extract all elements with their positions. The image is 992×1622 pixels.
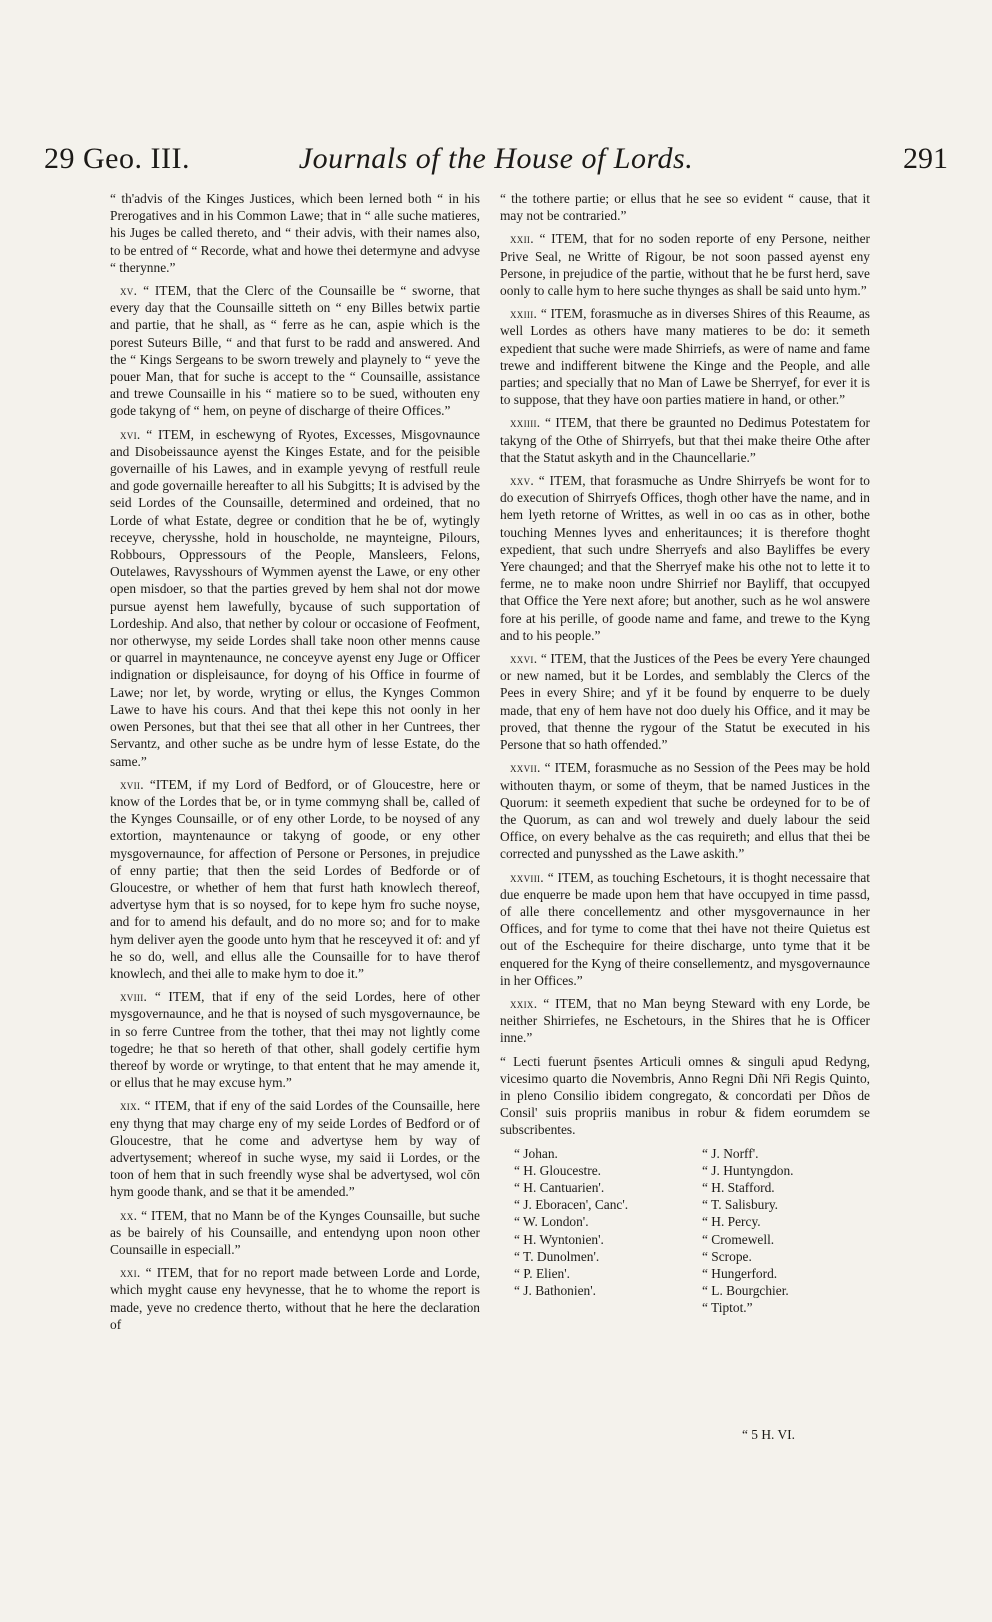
signatory: “ J. Bathonien'. xyxy=(514,1283,596,1299)
signatory: “ Scrope. xyxy=(702,1248,752,1264)
article-number: xxv. xyxy=(510,473,535,489)
page-number: 291 xyxy=(903,142,948,175)
article-number: xxix. xyxy=(510,995,538,1011)
article-number: xvi. xyxy=(120,426,141,442)
article-number: xxi. xyxy=(120,1265,141,1281)
article-paragraph xyxy=(500,190,870,224)
signatory: “ H. Cantuarien'. xyxy=(514,1179,605,1195)
article-paragraph xyxy=(500,305,870,408)
article-text: “ITEM, if my Lord of Bedford, or of Gloucestre, here or know of the Lordes that be, or in tyme commyng shall be, called of the Kynges Counsaille, or of eny other Lorde, to be noysed of any extortion, mayntenaunce or takyng of goode, or eny other mysgovernaunce, for affection of Persone or Persones, in prejudice of enny partie; that then the seid Lordes of Bedforde or of Gloucestre, or whether of hem that furst hath knowlech thereof, advertyse hym that is so noysed, for to kepe hym fro suche noyse, and for to amend his default, and do no more so; and for to make hym deliver ayen the goode unto hym that he resceyved it of: and yf he so do, well, and ellus alle the Counsaille for to have therof knowlech, and thei alle to make hym to doe it.” xyxy=(110,776,480,981)
article-text: “ ITEM, that the Clerc of the Counsaille be “ sworne, that every day that the Counsaille sitteth on “ eny Billes betwix partie and partie, that he shall, as “ ferre as he can, aspie which is the porest Suteurs Bille, “ and that furst to be radd and answered. And the “ Kings Sergeans to be sworn trewely and playnely to “ yeve the pouer Man, that for suche is accept to the “ Counsaille, assistance and trewe Counsaille in his “ matiere so to be sued, withouten eny gode takyng of “ hem, on peyne of discharge of theire Offices.” xyxy=(110,283,480,419)
signatory: “ J. Huntyngdon. xyxy=(702,1162,794,1178)
article-number: xx. xyxy=(120,1207,138,1223)
article-paragraph xyxy=(500,650,870,753)
signatory: “ T. Dunolmen'. xyxy=(514,1248,600,1264)
article-text: “ ITEM, that no Man beyng Steward with eny Lorde, be neither Shirriefes, ne Eschetours, in the Shires that he is Officer inne.” xyxy=(500,995,870,1046)
article-paragraph xyxy=(500,869,870,989)
article-text: “ ITEM, that no Mann be of the Kynges Counsaille, but suche as be bairely of his Counsaille, and entendyng upon noon other Counsaille in especiall.” xyxy=(110,1207,480,1257)
article-paragraph xyxy=(110,190,480,276)
article-paragraph xyxy=(500,230,870,299)
article-number: xviii. xyxy=(120,989,148,1005)
article-paragraph xyxy=(500,414,870,466)
article-paragraph xyxy=(500,472,870,644)
signatory: “ H. Stafford. xyxy=(702,1179,775,1195)
signatory: “ T. Salisbury. xyxy=(702,1197,778,1213)
article-number: xxviii. xyxy=(510,869,544,885)
signatory: “ Johan. xyxy=(514,1145,558,1161)
signatory: “ J. Norff'. xyxy=(702,1145,759,1161)
article-text: “ ITEM, forasmuche as no Session of the Pees may be hold withouten thaym, or some of theym, that be named Justices in the Quorum: it seemeth expedient that suche be ordeyned for to be of the Quorum, as can and wol trewely and duely labour the seid Office, on every behalve as the cas requireth; and ellus that thei be corrected and punysshed as the Lawe askith.” xyxy=(500,760,870,862)
article-text: “ ITEM, that for no soden reporte of eny Persone, neither Prive Seal, ne Writte of Rigour, be not soon passed ayenst eny Persone, in prejudice of the partie, without that he be furst herd, save oonly to calle hym to here suche thynges as shall be said unto hym.” xyxy=(500,231,870,299)
article-number: xxiii. xyxy=(510,306,538,322)
page-header xyxy=(44,142,948,182)
article-paragraph xyxy=(500,995,870,1047)
article-text: “ ITEM, that the Justices of the Pees be every Yere chaunged or new named, but it be Lordes, and semblably the Clercs of the Pees in every Shire; and yf it be found by enquerre to be duely made, that eny of hem have not doo duely his Office, and it may be proved, that thenne the rygour of the Statut be executed in his Persone that so hath offended.” xyxy=(500,651,870,753)
signatory: “ Hungerford. xyxy=(702,1265,778,1281)
signatory: “ Tiptot.” xyxy=(702,1300,753,1316)
left-column xyxy=(110,190,480,1339)
article-number: xv. xyxy=(120,283,138,299)
journal-title: Journals of the House of Lords. xyxy=(298,142,694,175)
article-text: “ ITEM, that if eny of the seid Lordes, here of other mysgovernaunce, and he that is noysed of such mysgovernaunce, be in so ferre Cuntree from the tother, that thei may not lightly come togedre; he that so hereth of that other, shall godely certifie hym thereof by worde or wrytinge, to that entent that he may amende it, or ellus that he may excuse hym.” xyxy=(110,989,480,1091)
article-paragraph xyxy=(110,1097,480,1200)
signatures-left xyxy=(500,1145,660,1317)
article-paragraph xyxy=(110,988,480,1091)
article-paragraph xyxy=(500,759,870,862)
article-paragraph xyxy=(110,776,480,982)
article-number: xxiiii. xyxy=(510,415,541,431)
article-number: xvii. xyxy=(120,776,144,792)
article-number: xxvii. xyxy=(510,760,541,776)
signatory: “ L. Bourgchier. xyxy=(702,1283,789,1299)
article-paragraph xyxy=(500,1053,870,1139)
signatory: “ P. Elien'. xyxy=(514,1265,570,1281)
right-column-paragraphs xyxy=(500,190,870,1139)
article-text: “ ITEM, that there be graunted no Dedimus Potestatem for takyng of the Othe of Shirryefs, but that thei make theire Othe after that the Statut askyth and in the Chauncellarie.” xyxy=(500,415,870,465)
signatory: “ W. London'. xyxy=(514,1214,589,1230)
article-text: “ ITEM, that forasmuche as Undre Shirryefs be wont for to do execution of Shirryefs Offices, thogh other have the name, and in hem lyeth retorne of Writtes, as well in oo cas as in other, bothe touching Mennes lyves and enheritaunces; it is therefore thoght expedient, that such undre Sherryefs and also Bayliffes be every Yere chaunged; and that the Sherryef make his othe not to lette it to ferme, ne to make noon undre Shirrief nor Bayliff, that occupyed that Office the Yere next afore; but another, such as he wol answere fore at his perille, of goode name and fame, and trewe to the Kyng and to his people.” xyxy=(500,473,870,643)
signatures xyxy=(500,1145,870,1317)
article-text: “ the tothere partie; or ellus that he see so evident “ cause, that it may not be contraried.” xyxy=(500,191,870,224)
article-paragraph xyxy=(110,282,480,420)
right-column xyxy=(500,190,870,1317)
catchword: “ 5 H. VI. xyxy=(742,1427,795,1442)
article-text: “ ITEM, that for no report made between Lorde and Lorde, which myght cause eny hevynesse, that he to whome the report is made, yeve no credence therto, without that he here the declaration of xyxy=(110,1265,480,1332)
article-paragraph xyxy=(110,426,480,770)
regnal-year: 29 Geo. III. xyxy=(44,142,190,175)
signatures-right xyxy=(688,1145,848,1317)
article-text: “ ITEM, that if eny of the said Lordes of the Counsaille, here eny thyng that may charge eny of my seide Lordes of Bedford or of Gloucestre, that he come and advertyse hem by way of advertysement; whereof in suche wyse, my said ii Lordes, or the toon of hem that in such freendly wyse shal be advertysed, wol cōn hym goode thank, and se that it be amended.” xyxy=(110,1098,480,1200)
article-paragraph xyxy=(110,1207,480,1259)
signatory: “ Cromewell. xyxy=(702,1231,775,1247)
signatory: “ H. Gloucestre. xyxy=(514,1162,602,1178)
article-number: xxvi. xyxy=(510,651,538,667)
article-paragraph xyxy=(110,1264,480,1333)
signatory: “ H. Wyntonien'. xyxy=(514,1231,604,1247)
article-text: “ ITEM, forasmuche as in diverses Shires of this Reaume, as well Lordes as others have many matieres to be do: it semeth expedient that suche were made Shirriefs, as were of name and fame trewe and indifferent bitwene the Kinge and the People, and alle parties; and specially that no Man of Lawe be Sherryef, for ever it is to suppose, that they have oon parties matiere in hand, or other.” xyxy=(500,306,870,408)
article-text: “ Lecti fuerunt p̄sentes Articuli omnes & singuli apud Redyng, vicesimo quarto die Novembris, Anno Regni Dñi Nr̄i Regis Quinto, in pleno Consilio ibidem congregato, & concordati per Dños de Consil' suis propriis manibus in robur & fidem eorumdem se subscribentes. xyxy=(500,1053,870,1138)
signatory: “ J. Eboracen', Canc'. xyxy=(514,1197,629,1213)
article-text: “ ITEM, as touching Eschetours, it is thoght necessaire that due enquerre be made upon hem that have occupyed in time passd, of alle there concellementz and other mysgovernaunce in her Offices, and for tyme to come that thei have not theire Quietus est out of the Eschequire for theire discharge, unto tyme that it be enquered for the Kyng of theire consellementz, and mysgovernaunce in her Offices.” xyxy=(500,869,870,988)
article-number: xix. xyxy=(120,1098,141,1114)
signatory: “ H. Percy. xyxy=(702,1214,761,1230)
article-text: “ th'advis of the Kinges Justices, which been lerned both “ in his Prerogatives and in his Common Lawe; that in “ alle suche matieres, his Juges be called thereto, and “ their advis, with their names also, to be entred of “ Recorde, what and howe thei determyne and advyse “ therynne.” xyxy=(110,191,480,275)
article-text: “ ITEM, in eschewyng of Ryotes, Excesses, Misgovnaunce and Disobeissaunce ayenst the Kinges Estate, and for the peisible governaille of his Lawes, and in example yevyng of restfull reule and gode governaille hereafter to all his Subgitts; It is advised by the seid Lordes of the Counsaille, determined and ordeined, that no Lorde of what Estate, degree or condition that he be of, wytingly receyve, cherysshe, hold in houscholde, ne maynteigne, Pilours, Robbours, Oppressours of the People, Mansleers, Felons, Outelawes, Ravysshours of Wymmen ayenst the Lawe, or eny other open misdoer, so that the parties greved by hem shal not dor mowe pursue ayenst hem lawefully, bycause of such supportation of Lordeship. And also, that nether by colour or occasione of Feofment, nor otherwyse, my seide Lordes shall take noon other menns cause or quarrel in mayntenaunce, ne conceyve ayenst eny Juge or Officer indignation or displeisaunce, for doyng of his Office in fourme of Lawe; nor let, by worde, wryting or ellus, the Kynges Common Lawe to have his cours. And that thei kepe this not oonly in her owen Persones, but that thei see that all other in her Cuntrees, ther Servantz, and other suche as be undre hym of lesse Estate, do the same.” xyxy=(110,426,480,769)
article-number: xxii. xyxy=(510,231,534,247)
